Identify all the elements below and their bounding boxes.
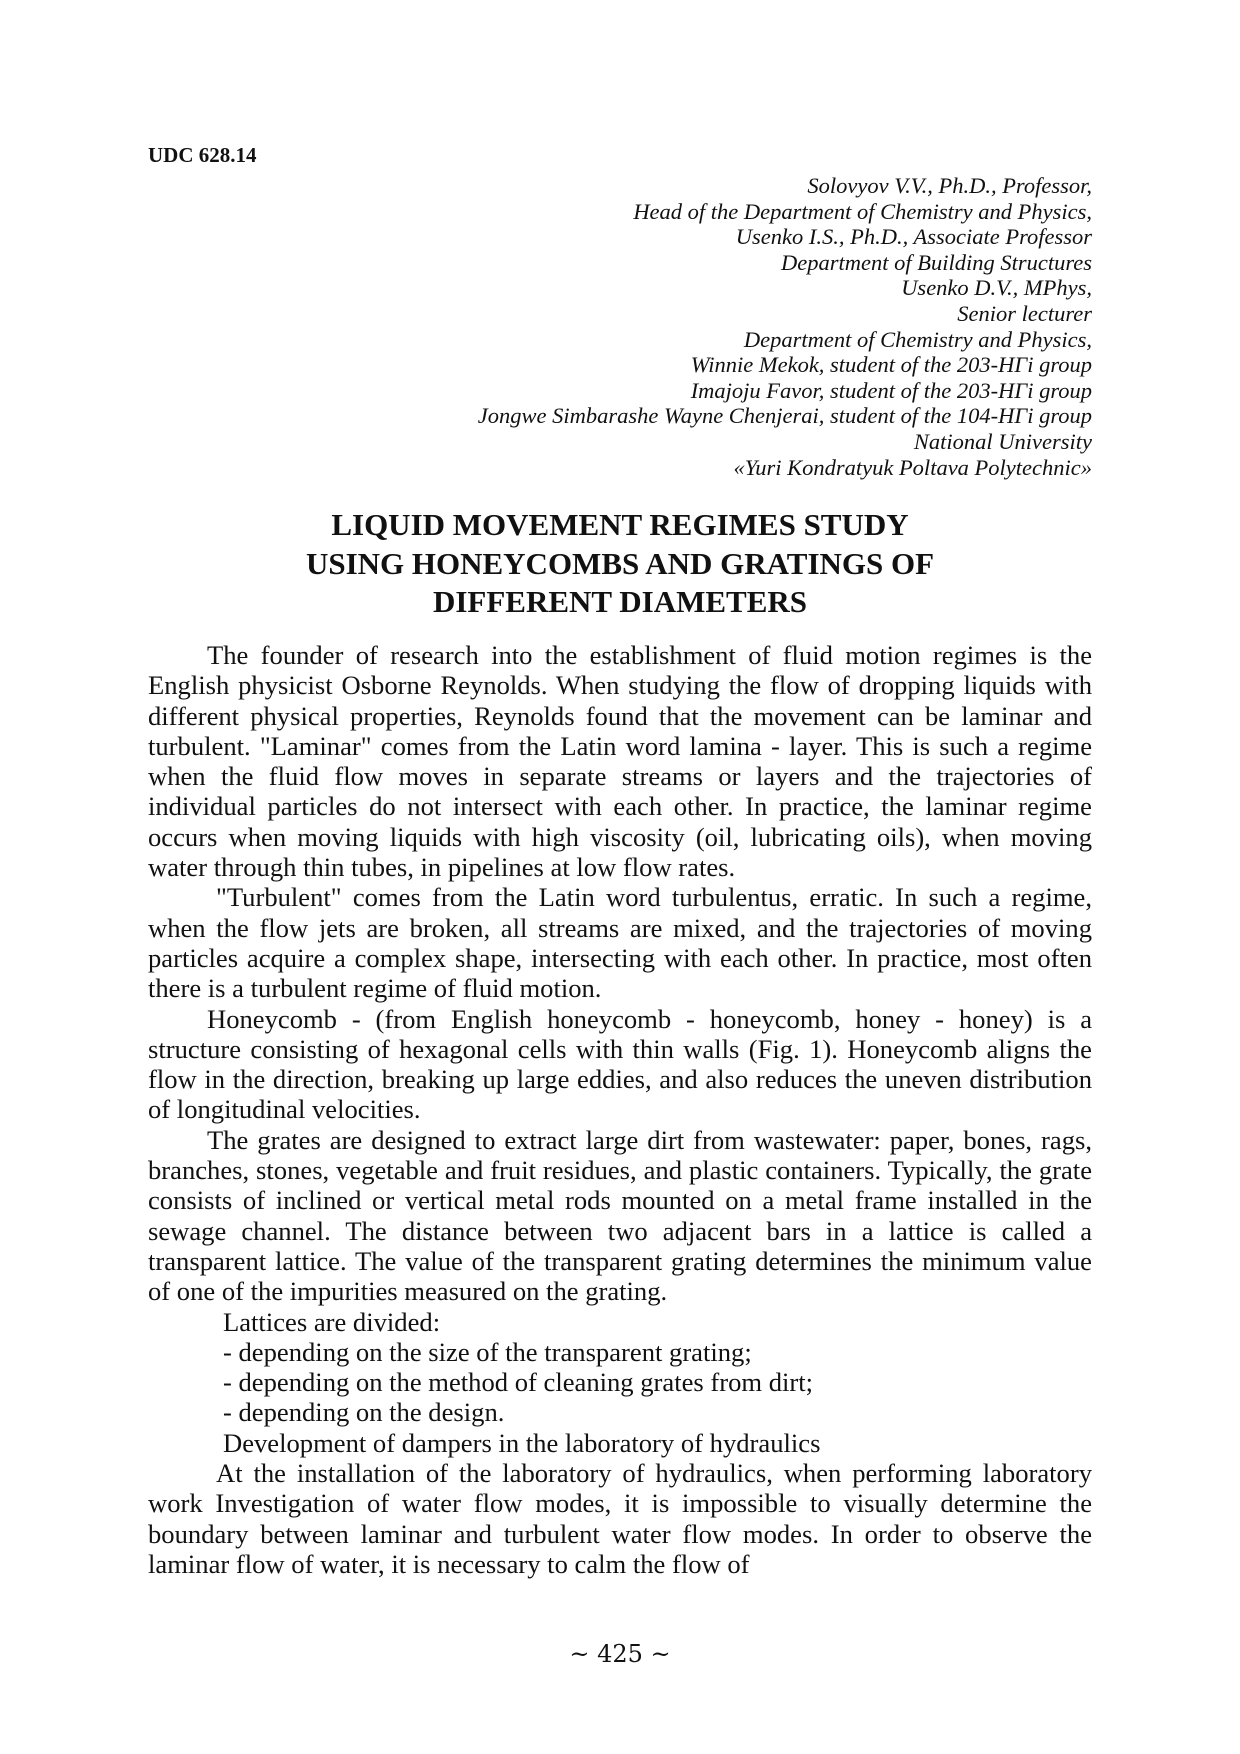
paragraph: The founder of research into the establishment of fluid motion regimes is the English physicist Osborne Reynolds. When studying the flow of dropping liquids with different physical properties, Reynolds found that the movement can be laminar and turbulent. "Laminar" comes from the Latin word lamina - layer. This is such a regime when the fluid flow moves in separate streams or layers and the trajectories of individual particles do not intersect with each other. In practice, the laminar regime occurs when moving liquids with high viscosity (oil, lubricating oils), when moving water through thin tubes, in pipelines at low flow rates. — [148, 640, 1092, 883]
paragraph: "Turbulent" comes from the Latin word turbulentus, erratic. In such a regime, when the flow jets are broken, all streams are mixed, and the trajectories of moving particles acquire a complex shape, intersecting with each other. In practice, most often there is a turbulent regime of fluid motion. — [148, 882, 1092, 1004]
body-text — [148, 640, 1092, 1579]
paragraph: At the installation of the laboratory of hydraulics, when performing laboratory work Investigation of water flow modes, it is impossible to visually determine the boundary between laminar and turbulent water flow modes. In order to observe the laminar flow of water, it is necessary to calm the flow of — [148, 1458, 1092, 1579]
page-number: ~ 425 ~ — [569, 1640, 671, 1668]
paper-title — [148, 506, 1092, 622]
author-block — [148, 173, 1092, 480]
list-item: - depending on the size of the transparent grating; — [223, 1336, 752, 1367]
list-item: - depending on the method of cleaning grates from dirt; — [223, 1367, 814, 1398]
author-line: Solovyov V.V., Ph.D., Professor, — [807, 173, 1092, 198]
author-line: Winnie Mekok, student of the 203-НГі group — [690, 352, 1092, 378]
author-line: Imajoju Favor, student of the 203-НГі group — [690, 377, 1092, 403]
section-heading: Development of dampers in the laboratory of hydraulics — [223, 1427, 821, 1458]
author-line: Usenko D.V., MPhys, — [901, 275, 1092, 301]
title-line: LIQUID MOVEMENT REGIMES STUDY — [331, 507, 909, 542]
author-line: Jongwe Simbarashe Wayne Chenjerai, student of the 104-НГі group — [477, 403, 1092, 429]
title-line: DIFFERENT DIAMETERS — [432, 584, 808, 619]
title-line: USING HONEYCOMBS AND GRATINGS OF — [305, 545, 935, 581]
author-line: Usenko I.S., Ph.D., Associate Professor — [735, 224, 1092, 250]
author-line: Head of the Department of Chemistry and Physics, — [633, 198, 1092, 224]
author-line: National University — [913, 428, 1092, 454]
udc-code: UDC 628.14 — [148, 143, 257, 167]
paragraph: The grates are designed to extract large dirt from wastewater: paper, bones, rags, branches, stones, vegetable and fruit residues, and plastic containers. Typically, the grate consists of inclined or vertical metal rods mounted on a metal frame installed in the sewage channel. The distance between two adjacent bars in a lattice is called a transparent lattice. The value of the transparent grating determines the minimum value of one of the impurities measured on the grating. — [148, 1124, 1092, 1307]
author-line: Senior lecturer — [957, 300, 1092, 326]
list-intro: Lattices are divided: — [223, 1306, 441, 1337]
author-line: «Yuri Kondratyuk Poltava Polytechnic» — [733, 454, 1092, 480]
paragraph: Honeycomb - (from English honeycomb - honeycomb, honey - honey) is a structure consisting of hexagonal cells with thin walls (Fig. 1). Honeycomb aligns the flow in the direction, breaking up large eddies, and also reduces the uneven distribution of longitudinal velocities. — [148, 1003, 1092, 1125]
author-line: Department of Chemistry and Physics, — [743, 326, 1092, 352]
author-line: Department of Building Structures — [780, 249, 1092, 275]
list-item: - depending on the design. — [223, 1397, 505, 1428]
